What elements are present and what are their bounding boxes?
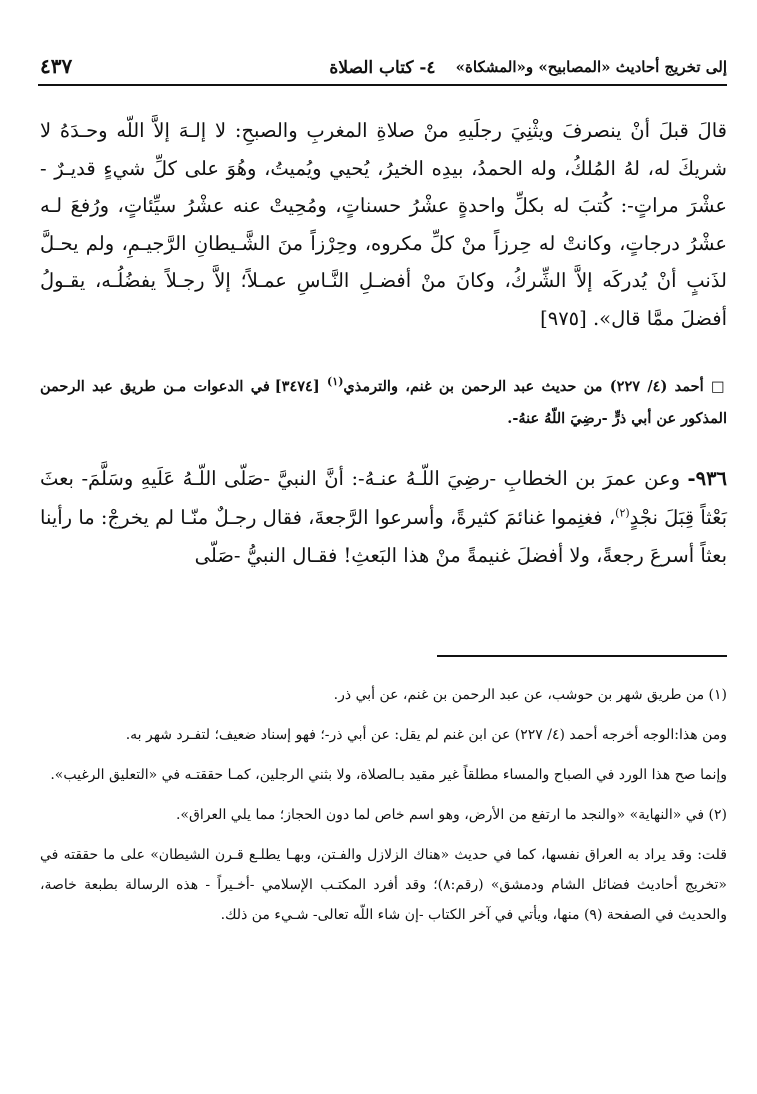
- footnote-2-line-a: (٢) في «النهاية» «والنجد ما ارتفع من الأرض، وهو اسم خاص لما دون الحجاز؛ مما يلي العراق».: [175, 807, 727, 823]
- source-text-part1: □ أحمد (٤/ ٢٢٧) من حديث عبد الرحمن بن غنم، والترمذي: [343, 378, 727, 395]
- hadith-source-note: [40, 371, 727, 435]
- hadith-936-text-part2: ، فغنِموا غنائمَ كثيرةً، وأسرعوا الرَّجعةَ، فقال رجـلٌ منّـا لم يخرجْ: ما رأينا بعثاً أسرعَ رجعةً، ولا أفضلَ غنيمةً منْ هذا البَعثِ! فقـال النبيُّ -صَلّى: [40, 505, 727, 567]
- page-number: ٤٣٧: [40, 54, 73, 78]
- hadith-936-text-part1: وعن عمرَ بن الخطابِ -رضِيَ اللّـهُ عنـهُ-: أنَّ النبيَّ -صَلّى اللّـهُ عَلَيهِ وسَلَّمَ- بعثَ بَعْثاً قِبَلَ نجْدٍ: [40, 467, 728, 529]
- footnote-1-line-c: وإنما صح هذا الورد في الصباح والمساء مطلقاً غير مقيد بـالصلاة، ولا بثني الرجلين، كمـا حققتـه في «التعليق الرغيب».: [50, 767, 727, 783]
- footnote-2-line-b: قلت: وقد يراد به العراق نفسها، كما في حديث «هناك الزلازل والفـتن، وبهـا يطلـع قـرن الشيطان» على ما حققته في «تخريج أحاديث فضائل الشام ودمشق» (رقم:٨)؛ وقد أفرد المكتـب الإسلامي -أخـيراً - هذه الرسالة بطبعة خاصة، والحديث في الصفحة (٩) منها، ويأتي في آخر الكتاب -إن شاء اللّه تعالى- شـيء من ذلك.: [40, 847, 727, 923]
- source-text-part2: [٣٤٧٤] في الدعوات مـن طريق عبد الرحمن المذكور عن أبي ذرٍّ -رضِيَ اللّهُ عنهُ-.: [40, 378, 727, 427]
- footnote-1-line-b: ومن هذا:الوجه أخرجه أحمد (٤/ ٢٢٧) عن ابن غنم لم يقل: عن أبي ذر-؛ فهو إسناد ضعيف؛ لتفـرد شهر به.: [125, 727, 727, 743]
- footnote-divider: [437, 655, 727, 657]
- chapter-title: ٤- كتاب الصلاة: [329, 58, 436, 78]
- running-title: إلى تخريج أحاديث «المصابيح» و«المشكاة»: [455, 58, 727, 76]
- hadith-continuation-text: قالَ قبلَ أنْ ينصرفَ ويثْنِيَ رجلَيهِ منْ صلاةِ المغربِ والصبحِ: لا إلـهَ إلاَّ اللّه وحـدَهُ لا شريكَ له، لهُ المُلكُ، وله الحمدُ، بيدِه الخيرُ، يُحيي ويُميتُ، وهُوَ على كلِّ شيءٍ قديـرٌ - عشْرَ مراتٍ-: كُتبَ له بكلِّ واحدةٍ عشْرُ حسناتٍ، ومُحِيتْ عنه عشْرُ سيِّئاتٍ، ورُفعَ لـه عشْرُ درجاتٍ، وكانتْ له حِرزاً منْ كلِّ مكروه، وحِرْزاً منَ الشَّـيطانِ الرَّجيـمِ، ولم يحـلَّ لذَنبٍ أنْ يُدركَه إلاَّ الشِّركُ، وكانَ منْ أفضـلِ النَّـاسِ عمـلاً؛ إلاَّ رجـلاً يفضُلُـه، يقـولُ أفضلَ ممَّا قال». [٩٧٥]: [40, 119, 727, 330]
- footnote-1-line-a: (١) من طريق شهر بن حوشب، عن عبد الرحمن بن غنم، عن أبي ذر.: [333, 687, 727, 703]
- hadith-number: ٩٣٦-: [687, 467, 728, 490]
- footnote-ref-2: (٢): [615, 506, 630, 519]
- hadith-936: [40, 460, 727, 576]
- footnote-ref-1: (١): [327, 375, 344, 389]
- footnotes: [40, 680, 727, 940]
- page-header: [38, 52, 727, 86]
